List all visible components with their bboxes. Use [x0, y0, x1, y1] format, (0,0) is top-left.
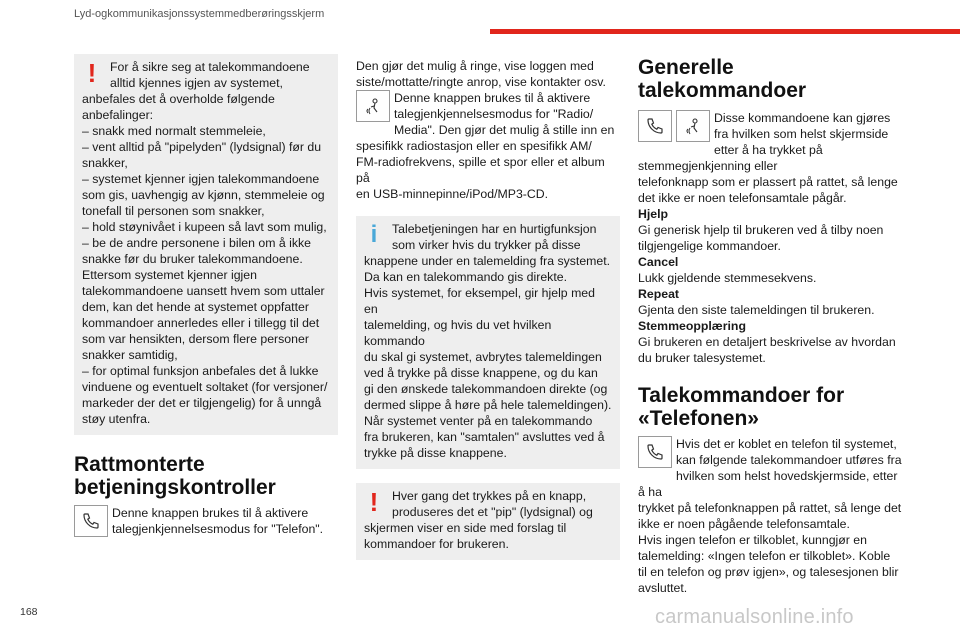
command-term: Stemmeopplæring: [638, 319, 746, 333]
column-middle: [356, 58, 620, 560]
phone-button-text: Denne knappen brukes til å aktivere talegjenkjennelsesmodus for "Telefon".: [112, 506, 324, 536]
warning-icon: !: [87, 58, 97, 88]
command-term: Repeat: [638, 287, 680, 301]
warning-beep-text: Hver gang det trykkes på en knapp, produseres det et "pip" (lydsignal) og skjermen viser en side med forslag til kommandoer for brukeren.: [364, 489, 593, 551]
voice-button-item: [356, 90, 620, 202]
warning-box: [74, 54, 338, 435]
command-description: Lukk gjeldende stemmesekvens.: [638, 271, 817, 285]
phone-commands-item: [638, 436, 902, 596]
column-left: [74, 54, 338, 539]
phone-icon: [638, 436, 672, 468]
warning-box-beep: [356, 483, 620, 560]
info-icon: i: [370, 221, 378, 248]
section-heading-general-commands: Generelle talekommandoer: [638, 56, 807, 102]
phone-mode-intro-text: Den gjør det mulig å ringe, vise loggen med siste/mottatte/ringte anrop, vise kontakter osv.: [356, 59, 606, 89]
warning-icon: !: [369, 487, 379, 517]
command-term: Cancel: [638, 255, 679, 269]
general-commands-intro: [638, 110, 902, 206]
header-title: Lyd-ogkommunikasjonssystemmedberøringsskjerm: [74, 8, 325, 20]
section-heading-phone-commands: Talekommandoer for «Telefonen»: [638, 384, 845, 430]
general-commands-text: Disse kommandoene kan gjøres fra hvilken som helst skjermside etter å ha trykket på stemmegjenkjenning eller telefonknapp som er plassert på rattet, så lenge det ikke er noen telefonsamtale pågår.: [638, 111, 898, 205]
command-description: Gjenta den siste talemeldingen til brukeren.: [638, 303, 875, 317]
column-right: [638, 56, 902, 596]
header-accent-bar: [490, 29, 960, 34]
command-item: [638, 286, 902, 318]
voice-command-icon: [676, 110, 710, 142]
warning-text: For å sikre seg at talekommandoene alltid kjennes igjen av systemet, anbefales det å overholde følgende anbefalinger: – snakk med normalt stemmeleie, – vent alltid på "pipelyden" (lydsignal) før du snakker, – systemet kjenner igjen talekommandoene som gis, uavhengig av kjønn, stemmeleie og tonefall til personen som snakker, – hold støynivået i kupeen så lavt som mulig, – be de andre personene i bilen om å ikke snakke før du bruker talekommandoene. Ettersom systemet kjenner igjen talekommandoene uansett hvem som uttaler dem, kan det hende at systemet oppfatter kommandoer annerledes eller i tillegg til det som var hensikten, dersom flere personer snakker samtidig, – for optimal funksjon anbefales det å lukke vinduene og eventuelt soltaket (for versjoner/ markeder der det er tilgjengelig) for å unngå støy utenfra.: [82, 60, 328, 426]
command-description: Gi generisk hjelp til brukeren ved å tilby noen tilgjengelige kommandoer.: [638, 223, 884, 253]
page-number: 168: [20, 606, 38, 618]
phone-commands-text: Hvis det er koblet en telefon til systemet, kan følgende talekommandoer utføres fra hvilken som helst hovedskjermside, etter å ha trykket på telefonknappen på rattet, så lenge det ikke er noen pågående telefonsamtale. Hvis ingen telefon er tilkoblet, kunngjør en talemelding: «Ingen telefon er tilkoblet». Koble til en telefon og prøv igjen», og talesesjonen blir avsluttet.: [638, 437, 902, 595]
voice-command-icon: [356, 90, 390, 122]
phone-icon: [638, 110, 672, 142]
command-item: [638, 318, 902, 366]
watermark: carmanualsonline.info: [655, 606, 854, 628]
info-box: [356, 216, 620, 469]
voice-button-text: Denne knappen brukes til å aktivere talegjenkjennelsesmodus for "Radio/ Media". Den gjør det mulig å stille inn en spesifikk radiostasjon eller en spesifikk AM/ FM-radiofrekvens, spille et spor eller et album på en USB-minnepinne/iPod/MP3-CD.: [356, 91, 615, 201]
command-term: Hjelp: [638, 207, 669, 221]
command-description: Gi brukeren en detaljert beskrivelse av hvordan du bruker talesystemet.: [638, 335, 896, 365]
section-heading-steering-controls: Rattmonterte betjeningskontroller: [74, 453, 276, 499]
command-item: [638, 254, 902, 286]
phone-icon: [74, 505, 108, 537]
command-list: [638, 206, 902, 366]
phone-button-item: [74, 505, 338, 539]
info-text: Talebetjeningen har en hurtigfunksjon som virker hvis du trykker på disse knappene under en talemelding fra systemet. Da kan en talekommando gis direkte. Hvis systemet, for eksempel, gir hjelp med en talemelding, og hvis du vet hvilken kommando du skal gi systemet, avbrytes talemeldingen ved å trykke på disse knappene, og du kan gi den ønskede talekommandoen direkte (og dermed slippe å høre på hele talemeldingen). Når systemet venter på en talekommando fra brukeren, kan "samtalen" avsluttes ved å trykke på disse knappene.: [364, 222, 612, 460]
command-item: [638, 206, 902, 254]
